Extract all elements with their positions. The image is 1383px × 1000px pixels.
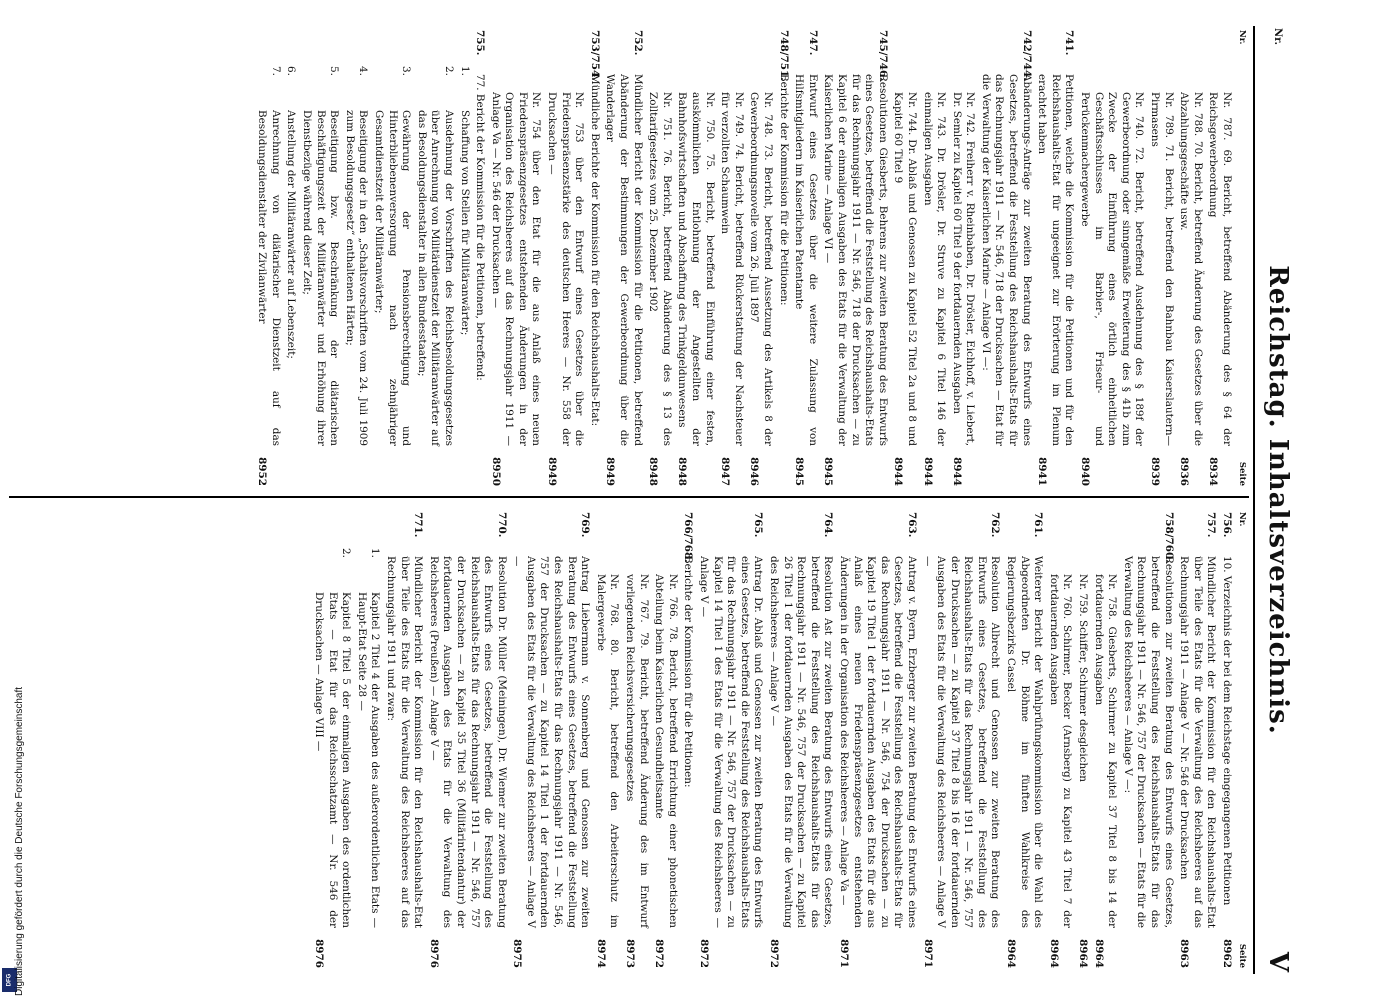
index-entry	[1177, 30, 1204, 486]
entry-number: 758/760.	[1162, 512, 1175, 563]
entry-text: Mündlicher Bericht der Kommission für den Reichshaushalts-Etat über Teile des Etats für die Verwaltung des Reichsheeres auf das Rechnungsjahr 1911 und zwar:	[384, 556, 425, 928]
entry-text: Kapitel 2 Titel 4 der Ausgaben des außerordentlichen Etats — Haupt-Etat Seite 28 —	[355, 592, 382, 928]
index-entry	[747, 30, 774, 486]
entry-number: 757.	[1205, 512, 1218, 538]
entry-text: Nr. 744. Dr. Ablaß und Genossen zu Kapitel 52 Titel 2a und 8 und Kapitel 60 Titel 9	[892, 92, 918, 446]
index-entry	[681, 512, 695, 968]
entry-page: 8939	[1149, 457, 1162, 486]
index-entry	[1035, 30, 1076, 486]
column-nr-label: Nr.	[1237, 30, 1247, 45]
index-entry	[311, 512, 352, 968]
entry-page: 8964	[1047, 939, 1060, 968]
entry-page: 8936	[1178, 457, 1191, 486]
entry-text: Ausdehnung der Vorschriften des Reichsbesoldungsgesetzes über Anrechnung von Militärdienstzeit der Militäranwärter auf das Besoldungsdienstalter in allen Bundesstaaten;	[415, 110, 455, 446]
left-column	[7, 30, 1247, 486]
entry-number: 742/744.	[1020, 30, 1033, 81]
index-entry	[1004, 512, 1045, 968]
index-entry	[255, 30, 282, 486]
entry-text: Nr. 742. Freiherr v. Rheinbaben, Dr. Drösler, Eichhoff, v. Liebert, Dr. Semler zu Kapitel 60 Titel 9 der fortdauernden Ausgaben	[950, 92, 977, 446]
entry-page: 8948	[676, 457, 689, 486]
right-column-head	[1233, 512, 1247, 968]
footer-credit: Digitalisierung gefördert durch die Deutsche Forschungsgemeinschaft	[14, 686, 25, 996]
index-entry	[473, 30, 487, 486]
entry-text: Nr. 740. 72. Bericht, betreffend Ausdehnung des § 189f der Gewerbeordnung oder sinngemäße Erweiterung des § 41b zum Zwecke der Einführung eines örtlich einheitlichen Geschäftsschlusses im Barbier-, Friseur- und Perückenmachergewerbe	[1079, 92, 1146, 446]
index-entry	[718, 30, 745, 486]
footer-strip	[0, 0, 25, 1000]
entry-text: Resolutionen Giesberts, Behrens zur zweiten Beratung des Entwurfs eines Gesetzes, betreffend die Feststellung des Reichshaushalts-Etats für das Rechnungsjahr 1911 — Nr. 546, 718 der Drucksachen — zu Kapitel 6 der einmaligen Ausgaben des Etats für die Verwaltung der Kaiserlichen Marine — Anlage VI —	[822, 74, 889, 446]
entry-page: 8950	[489, 457, 502, 486]
index-entry	[587, 30, 601, 486]
index-entry	[1206, 30, 1233, 486]
index-entry	[675, 30, 716, 486]
page-header	[1259, 28, 1293, 972]
entry-number: 771.	[412, 512, 425, 538]
left-entries	[255, 30, 1233, 486]
header-rule	[1253, 26, 1255, 974]
entry-text: Antrag v. Byern, Erzberger zur zweiten Beratung des Entwurfs eines Gesetzes, betreffend die Feststellung des Reichshaushalts-Etats für das Rechnungsjahr 1911 — Nr. 546, 754 der Drucksachen — zu Kapitel 19 Titel 1 der fortdauernden Ausgaben des Etats für die aus Anlaß eines neuen Friedenspräsenzgesetzes entstehenden Änderungen in der Organisation des Reichsheeres — Anlage Va —	[837, 556, 918, 928]
index-entry	[488, 30, 542, 486]
index-entry	[414, 30, 455, 486]
index-entry	[426, 512, 508, 968]
column-nr-label: Nr.	[1237, 512, 1247, 527]
entry-number: 1.	[458, 66, 471, 76]
index-entry	[949, 30, 976, 486]
entry-number: 2.	[442, 66, 455, 76]
entry-page: 8976	[427, 939, 440, 968]
entry-text: Mündliche Berichte der Kommission für den Reichshaushalts-Etat:	[588, 74, 601, 427]
entry-number: 770.	[495, 512, 508, 538]
entry-text: Nr. 748. 73. Bericht, betreffend Aussetzung des Artikels 8 der Gewerbeordnungsnovelle vom 26. Juli 1897	[748, 92, 774, 446]
index-entry	[1147, 30, 1174, 486]
entry-number: 761.	[1032, 512, 1045, 538]
entry-page: 8945	[793, 457, 806, 486]
entry-number: 755.	[474, 30, 487, 56]
entry-page: 8945	[822, 457, 835, 486]
entry-text: Nr. 758. Giesberts, Schirmer zu Kapitel 37 Titel 8 bis 14 der fortdauernden Ausgaben	[1092, 574, 1119, 928]
entry-text: Mündlicher Bericht der Kommission für den Reichshaushalts-Etat über Teile des Etats für die Verwaltung des Reichsheeres auf das Rechnungsjahr 1911 — Anlage V — Nr. 546 der Drucksachen	[1178, 556, 1218, 928]
left-column-head	[1233, 30, 1247, 486]
entry-number: 756.	[1221, 512, 1233, 538]
entry-page: 8949	[604, 457, 617, 486]
entry-text: Nr. 766. 78. Bericht, betreffend Errichtung einer phonetischen Abteilung beim Kaiserlichen Gesundheitsamte	[653, 574, 679, 928]
index-entry	[920, 512, 1002, 968]
entry-page: 8976	[313, 939, 325, 968]
entry-number: 3.	[400, 66, 413, 76]
entry-page: 8944	[921, 457, 934, 486]
entry-page: 8949	[546, 457, 559, 486]
entry-number: 1.	[369, 548, 382, 558]
entry-page: 8962	[1221, 939, 1233, 968]
right-column	[7, 512, 1247, 968]
entry-page: 8944	[950, 457, 963, 486]
entry-page: 8974	[594, 939, 607, 968]
entry-text: Resolution Dr. Müller (Meiningen), Dr. Wiemer zur zweiten Beratung des Entwurfs eines Gesetzes, betreffend die Feststellung des Reichshaushalts-Etats für das Rechnungsjahr 1911 — Nr. 546, 757 der Drucksachen — zu Kapitel 35 Titel 36 (Militärintendantur) der fortdauernden Ausgaben des Etats für die Verwaltung des Reichsheeres (Preußen) — Anlage V —	[427, 556, 508, 928]
entry-text: Resolution Albrecht und Genossen zur zweiten Beratung des Entwurfs eines Gesetzes, betreffend die Feststellung des Reichshaushalts-Etats für das Rechnungsjahr 1911 — Nr. 546, 757 der Drucksachen — zu Kapitel 37 Titel 8 bis 16 der fortdauernden Ausgaben des Etats für die Verwaltung des Reichsheeres — Anlage V —	[921, 556, 1002, 928]
entry-number: 764.	[822, 512, 835, 538]
entry-number: 748/751.	[777, 30, 790, 81]
entry-number: 747.	[806, 30, 819, 56]
entry-text: Anrechnung von diätarischer Dienstzeit auf das Besoldungsdienstalter der Zivilanwärter	[256, 110, 282, 446]
index-entry	[371, 30, 412, 486]
entry-number: 7.	[269, 66, 282, 76]
entry-page: 8947	[719, 457, 732, 486]
entry-text: 77. Bericht der Kommission für die Petitionen, betreffend:	[474, 74, 487, 381]
entry-page: 8948	[647, 457, 660, 486]
header-nr-label: Nr.	[1272, 28, 1283, 45]
index-entry	[652, 512, 679, 968]
index-entry	[284, 30, 298, 486]
index-entry	[696, 512, 764, 968]
entry-text: Nr. 753 über den Entwurf eines Gesetzes über die Friedenspräsenzstärke des deutschen Heeres — Nr. 558 der Drucksachen —	[546, 92, 586, 446]
index-entry	[776, 30, 790, 486]
entry-text: Kapitel 8 Titel 5 der einmaligen Ausgaben des ordentlichen Etats — Etat für das Reichsschatzamt — Nr. 546 der Drucksachen — Anlage VIII —	[313, 592, 353, 928]
column-seite-label: Seite	[1237, 461, 1247, 486]
dfg-logo-text: DFG	[6, 973, 13, 987]
column-divider	[9, 496, 1249, 498]
entry-text: Nr. 749. 74. Bericht, betreffend Rückerstattung der Nachsteuer für verzollten Schaumwein	[719, 92, 745, 446]
entry-text: Nr. 750. 75. Bericht, betreffend Einführung einer festen, auskömmlichen Entlohnung der Angestellten der Bahnhofswirtschaften und Abschaffung des Trinkgeldunwesens	[676, 92, 716, 446]
entry-text: Schaffung von Stellen für Militäranwärter;	[458, 110, 471, 336]
entry-page: 8971	[837, 939, 850, 968]
entry-page: 8963	[1178, 939, 1191, 968]
index-entry	[622, 512, 649, 968]
index-entry	[836, 512, 918, 968]
entry-page: 8952	[256, 457, 269, 486]
index-entry	[545, 30, 586, 486]
index-entry	[1120, 512, 1174, 968]
entry-number: 763.	[905, 512, 918, 538]
index-entry	[920, 30, 947, 486]
entry-text: Berichte der Kommission für die Petitionen:	[682, 556, 695, 788]
index-entry	[457, 30, 471, 486]
entry-page: 8975	[511, 939, 524, 968]
entry-number: 745/746.	[876, 30, 889, 81]
entry-text: Nr. 787. 69. Bericht, betreffend Abänderung des § 64 der Reichsgewerbeordnung	[1207, 92, 1233, 446]
entry-text: Nr. 789. 71. Bericht, betreffend den Bahnbau Kaiserslautern—Pirmasens	[1149, 92, 1175, 446]
entry-text: Beseitigung der in den „Schaltsvorschriften vom 24. Juli 1909 zum Besoldungsgesetz“ enthaltenen Härten;	[343, 110, 370, 446]
entry-text: Nr. 768. 80. Bericht, betreffend den Arbeiterschutz im Malergewerbe	[594, 574, 621, 928]
entry-text: Gewährung der Pensionsberechtigung und Hinterbliebenenversorgung nach zehnjähriger Gesamtdienstzeit der Militäranwärter;	[372, 110, 413, 446]
entry-number: 741.	[1063, 30, 1076, 56]
index-entry	[1219, 512, 1233, 968]
entry-text: Entwurf eines Gesetzes über die weitere Zulassung von Hilfsmitgliedern im Kaiserlichen Patentamte	[793, 74, 819, 446]
entry-page: 8944	[892, 457, 905, 486]
entry-text: Mündlicher Bericht der Kommission für die Petitionen, betreffend Abänderung der Bestimmungen der Gewerbeordnung über die Wanderlager	[604, 74, 644, 446]
index-entry	[354, 512, 381, 968]
column-seite-label: Seite	[1237, 943, 1247, 968]
right-entries	[311, 512, 1233, 968]
index-entry	[1091, 512, 1118, 968]
entry-text: Antrag Liebermann v. Sonnenberg und Genossen zur zweiten Beratung des Entwurfs eines Gesetzes, betreffend die Feststellung des Reichshaushalts-Etats für das Rechnungsjahr 1911 — Nr. 546, 757 der Drucksachen — zu Kapitel 14 Titel 1 der fortdauernden Ausgaben des Etats für die Verwaltung des Reichsheeres — Anlage V —	[511, 556, 592, 928]
entry-text: Abänderungs-Anträge zur zweiten Beratung des Entwurfs eines Gesetzes, betreffend die Feststellung des Reichshaushalts-Etats für das Rechnungsjahr 1911 — Nr. 546, 718 der Drucksachen — Etat für die Verwaltung der Kaiserlichen Marine — Anlage VI —:	[979, 74, 1033, 446]
entry-number: 752.	[631, 30, 644, 56]
entry-number: 4.	[357, 66, 370, 76]
index-entry	[1077, 30, 1145, 486]
entry-page: 8946	[748, 457, 761, 486]
index-entry	[299, 30, 340, 486]
index-entry	[821, 30, 889, 486]
index-entry	[792, 30, 819, 486]
entry-number: 765.	[752, 512, 765, 538]
entry-text: Antrag Dr. Ablaß und Genossen zur zweiten Beratung des Entwurfs eines Gesetzes, betreffend die Feststellung des Reichshaushalts-Etats für das Rechnungsjahr 1911 — Nr. 546, 757 der Drucksachen — zu Kapitel 14 Titel 1 des Etats für die Verwaltung des Reichsheeres — Anlage V —	[698, 556, 765, 928]
entry-text: Resolutionen zur zweiten Beratung des Entwurfs eines Gesetzes, betreffend die Feststellung des Reichshaushalts-Etats für das Rechnungsjahr 1911 — Nr. 546, 757 der Drucksachen — Etats für die Verwaltung des Reichsheeres — Anlage V —:	[1121, 556, 1175, 928]
entry-text: Nr. 751. 76. Bericht, betreffend Abänderung des § 13 des Zolltarifgesetzes vom 25. Dezember 1902	[647, 92, 673, 446]
index-entry	[978, 30, 1032, 486]
entry-page: 8973	[624, 939, 637, 968]
entry-text: Petitionen, welche die Kommission für die Petitionen und für den Reichshaushalts-Etat für ungeeignet zur Erörterung im Plenum erachtet haben	[1036, 74, 1076, 446]
entry-number: 6.	[285, 66, 298, 76]
entry-text: Nr. 759. Schiffer, Schirmer desgleichen	[1077, 574, 1090, 782]
entry-text: Nr. 788. 70. Bericht, betreffend Änderung des Gesetzes über die Abzahlungsgeschäfte usw.	[1178, 92, 1204, 446]
entry-page: 8972	[768, 939, 780, 968]
entry-text: Weiterer Bericht der Wahlprüfungskommission über die Wahl des Abgeordneten Dr. Böhme im fünften Wahlkreise des Regierungsbezirks Cassel	[1005, 556, 1045, 928]
entry-text: Nr. 754 über den Etat für die aus Anlaß eines neuen Friedenspräsenzgesetzes entstehenden Änderungen in der Organisation des Reichsheeres auf das Rechnungsjahr 1911 — Anlage Va — Nr. 546 der Drucksachen —	[489, 92, 543, 446]
entry-number: 5.	[328, 66, 341, 76]
entry-page: 8940	[1079, 457, 1092, 486]
entry-page: 8964	[1092, 939, 1105, 968]
entry-number: 753/754.	[588, 30, 601, 81]
entry-number: 762.	[989, 512, 1002, 538]
entry-number: 2.	[340, 548, 353, 558]
index-entry	[383, 512, 424, 968]
index-entry	[603, 30, 644, 486]
entry-text: Nr. 760. Schirmer, Becker (Arnsberg) zu Kapitel 43 Titel 7 der fortdauernden Ausgaben	[1047, 574, 1074, 928]
entry-number: 769.	[579, 512, 592, 538]
index-entry	[766, 512, 834, 968]
entry-text: Berichte der Kommission für die Petitionen:	[777, 74, 790, 306]
entry-number: 766/768.	[682, 512, 695, 563]
index-entry	[510, 512, 592, 968]
entry-text: Nr. 767. 79. Bericht, betreffend Änderung des im Entwurf vorliegenden Reichsversicherungsgesetzes	[624, 574, 650, 928]
index-entry	[1075, 512, 1089, 968]
entry-page: 8971	[921, 939, 934, 968]
entry-page: 8934	[1207, 457, 1220, 486]
page-title: Reichstag. Inhaltsverzeichnis.	[1263, 265, 1293, 735]
entry-text: Anstellung der Militäranwärter auf Lebenszeit;	[285, 110, 298, 359]
entry-page: 8972	[698, 939, 711, 968]
index-entry	[342, 30, 369, 486]
page-number: V	[1263, 951, 1293, 972]
entry-page: 8972	[653, 939, 666, 968]
entry-text: 10. Verzeichnis der bei dem Reichstage eingegangenen Petitionen	[1221, 556, 1233, 906]
entry-page: 8964	[1077, 939, 1090, 968]
index-entry	[1177, 512, 1218, 968]
entry-text: Resolution Ast zur zweiten Beratung des Entwurfs eines Gesetzes, betreffend die Feststellung des Reichshaushalts-Etats für das Rechnungsjahr 1911 — Nr. 546, 757 der Drucksachen — zu Kapitel 26 Titel 1 der fortdauernden Ausgaben des Etats für die Verwaltung des Reichsheeres — Anlage V —	[768, 556, 835, 928]
index-entry	[593, 512, 620, 968]
entry-text: Beseitigung bzw. Beschränkung der diätarischen Beschäftigungszeit der Militäranwärter und Erhöhung ihrer Dienstbezüge während dieser Zeit;	[301, 110, 341, 446]
index-entry	[1046, 512, 1073, 968]
entry-page: 8941	[1036, 457, 1049, 486]
entry-text: Nr. 743. Dr. Drösler, Dr. Struve zu Kapitel 6 Titel 146 der einmaligen Ausgaben	[921, 92, 948, 446]
entry-page: 8964	[1005, 939, 1018, 968]
index-entry	[646, 30, 673, 486]
index-entry	[891, 30, 918, 486]
